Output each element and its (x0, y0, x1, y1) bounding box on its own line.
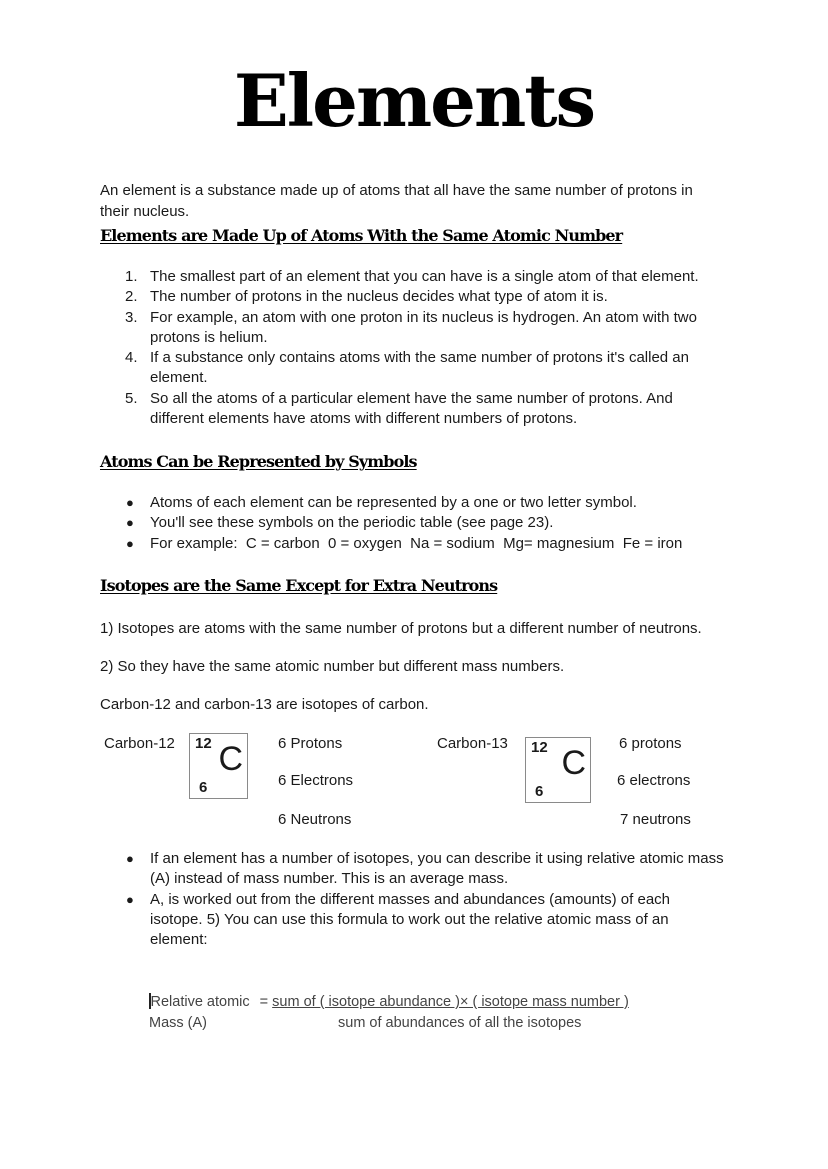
list-item (100, 389, 725, 430)
element-symbol: C (218, 740, 243, 778)
isotope-label-carbon-12: Carbon-12 (104, 735, 175, 752)
list-marker: 3. (125, 308, 138, 326)
bulleted-list (100, 849, 725, 950)
relative-atomic-mass-formula (149, 993, 669, 1037)
section-heading-symbols: Atoms Can be Represented by Symbols (100, 452, 417, 471)
bullet-icon: ● (126, 851, 134, 866)
page-title: Elements (233, 58, 595, 143)
list-item-text: Atoms of each element can be represented by a one or two letter symbol. (150, 494, 637, 511)
intro-paragraph: An element is a substance made up of atoms that all have the same number of protons in their nucleus. (100, 182, 693, 220)
list-item (100, 308, 725, 349)
list-item (100, 849, 725, 890)
list-item (100, 267, 725, 287)
atomic-number: 6 (535, 783, 544, 800)
list-item-text: A, is worked out from the different masses and abundances (amounts) of each isotope. 5) You can use this formula to work out the relative atomic mass of an element: (150, 890, 671, 949)
list-item (100, 348, 725, 389)
section-heading-atomic-number: Elements are Made Up of Atoms With the Same Atomic Number (100, 226, 623, 245)
atomic-number: 6 (199, 779, 208, 796)
isotope-fact-neutrons: 6 Neutrons (278, 811, 352, 828)
mass-number: 12 (531, 739, 548, 756)
bullet-icon: ● (126, 891, 134, 907)
list-marker: 2. (125, 288, 138, 306)
list-marker: 5. (125, 389, 138, 407)
isotope-fact-protons: 6 Protons (278, 735, 343, 752)
isotope-paragraph-1: 1) Isotopes are atoms with the same number of protons but a different number of neutrons. (100, 620, 702, 637)
isotope-paragraph-2: 2) So they have the same atomic number but different mass numbers. (100, 658, 565, 675)
isotope-fact-neutrons: 7 neutrons (620, 811, 691, 828)
list-item-text: For example, an atom with one proton in its nucleus is hydrogen. An atom with two protons is helium. (150, 308, 697, 346)
list-item (100, 534, 740, 554)
bulleted-list (100, 493, 740, 554)
list-item-text: The smallest part of an element that you can have is a single atom of that element. (150, 268, 699, 285)
list-item-text: If a substance only contains atoms with the same number of protons it's called an element. (150, 349, 689, 387)
list-item (100, 513, 740, 533)
list-item (100, 890, 725, 951)
formula-equals: = (259, 994, 269, 1010)
list-item-text: You'll see these symbols on the periodic table (see page 23). (150, 514, 554, 532)
list-item (100, 287, 725, 307)
isotope-paragraph-3: Carbon-12 and carbon-13 are isotopes of carbon. (100, 696, 429, 713)
element-symbol-box-carbon-12 (189, 733, 248, 799)
list-item-text: The number of protons in the nucleus decides what type of atom it is. (150, 288, 608, 306)
formula-lhs-line2: Mass (A) (149, 1015, 207, 1031)
bullet-icon: ● (126, 495, 134, 510)
list-marker: 1. (125, 268, 138, 285)
formula-lhs-line1: Relative atomic (150, 994, 250, 1010)
list-item-text: If an element has a number of isotopes, you can describe it using relative atomic mass (A) instead of mass number. This is an average mass. (150, 850, 724, 888)
element-symbol-box-carbon-13 (525, 737, 591, 803)
formula-numerator: sum of ( isotope abundance )× ( isotope mass number ) (272, 994, 629, 1010)
isotope-fact-electrons: 6 electrons (617, 772, 691, 789)
mass-number: 12 (195, 735, 212, 752)
bullet-icon: ● (126, 515, 134, 531)
list-item-text: For example: C = carbon 0 = oxygen Na = sodium Mg= magnesium Fe = iron (150, 534, 683, 552)
isotope-label-carbon-13: Carbon-13 (437, 735, 508, 752)
formula-denominator: sum of abundances of all the isotopes (338, 1015, 582, 1031)
element-symbol: C (561, 744, 586, 782)
list-item-text: So all the atoms of a particular element have the same number of protons. And different elements have atoms with different numbers of protons. (150, 389, 673, 428)
isotope-fact-electrons: 6 Electrons (278, 772, 354, 789)
bullet-icon: ● (126, 535, 134, 551)
section-heading-isotopes: Isotopes are the Same Except for Extra Neutrons (100, 576, 498, 595)
list-marker: 4. (125, 349, 138, 367)
list-item (100, 493, 740, 513)
numbered-list (100, 267, 725, 429)
isotope-fact-protons: 6 protons (619, 735, 682, 752)
